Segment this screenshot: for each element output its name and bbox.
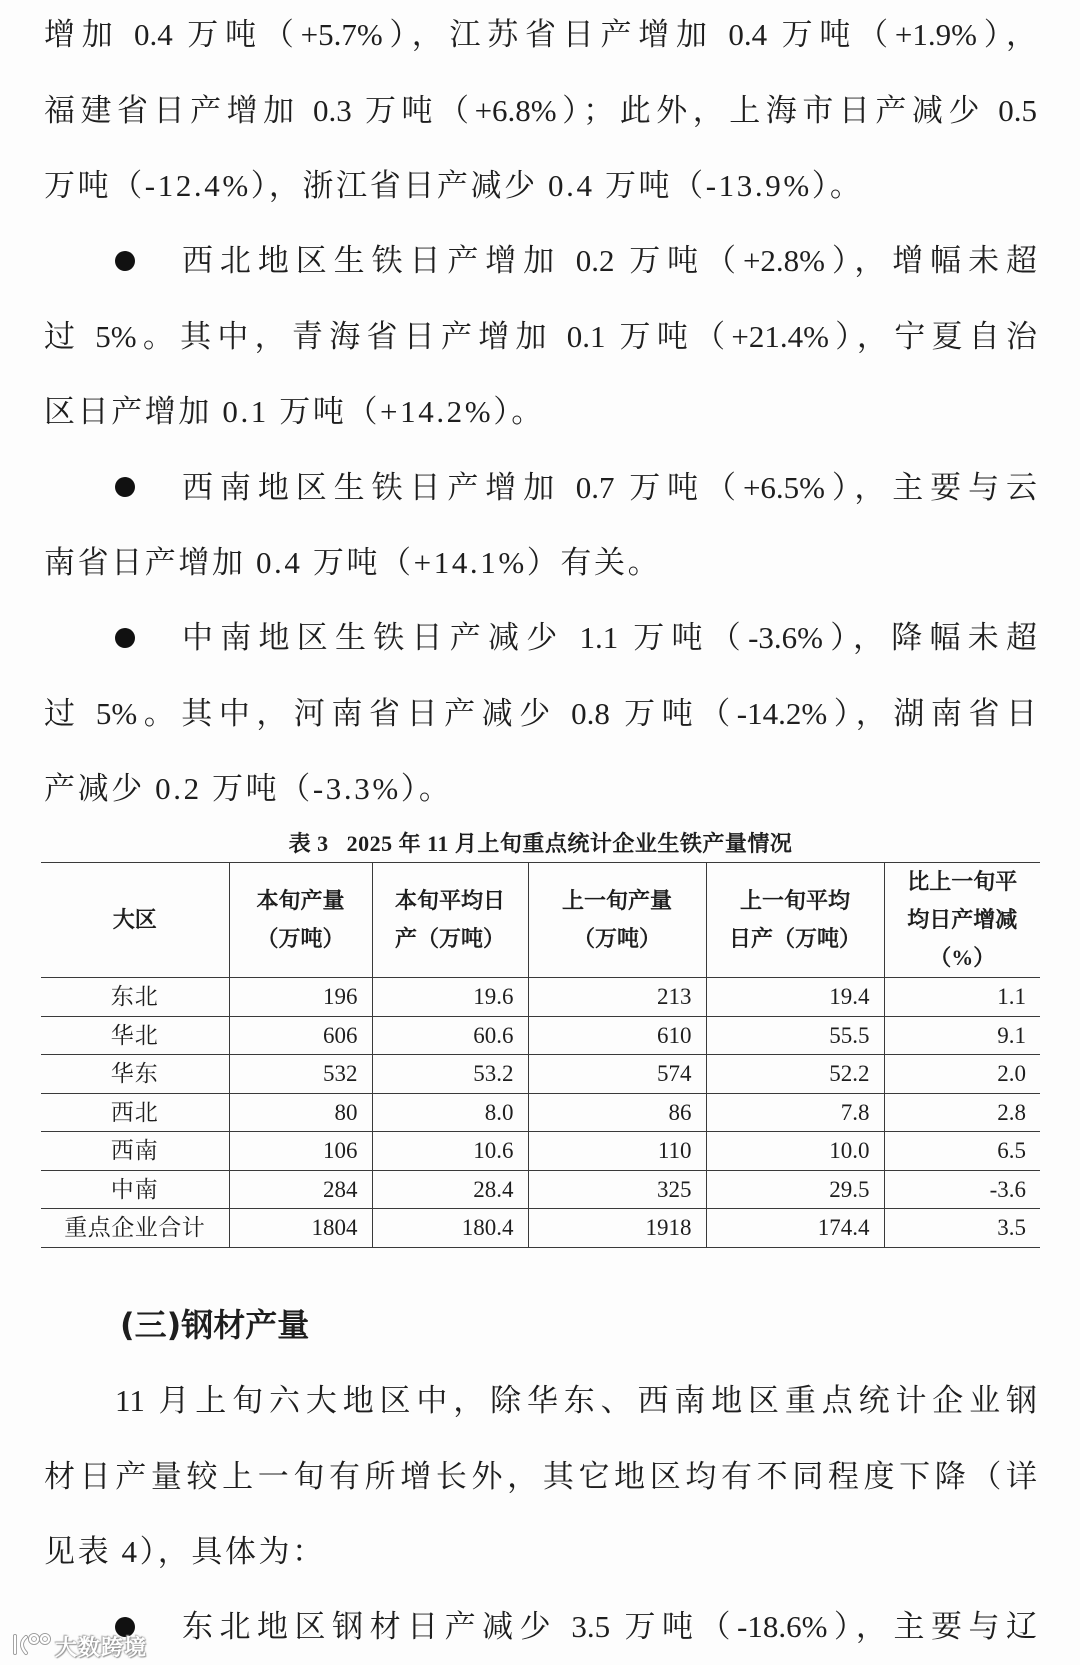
cell-previous-daily-avg: 10.0 bbox=[706, 1132, 884, 1171]
header-line: 上一旬平均 bbox=[739, 888, 850, 913]
text-line bbox=[44, 223, 1037, 298]
text-line bbox=[44, 1589, 1037, 1664]
cell-region: 中南 bbox=[41, 1170, 229, 1209]
text-line: 材日产量较上一旬有所增长外，其它地区均有不同程度下降（详 bbox=[44, 1458, 1037, 1494]
text-line: 南省日产增加 0.4 万吨（+14.1%）有关。 bbox=[44, 545, 662, 581]
section-heading: (三)钢材产量 bbox=[120, 1306, 310, 1344]
cell-previous-output: 110 bbox=[528, 1132, 706, 1171]
cell-previous-daily-avg: 52.2 bbox=[706, 1055, 884, 1094]
cell-current-output: 1804 bbox=[229, 1209, 372, 1248]
table-row bbox=[41, 1170, 1040, 1209]
cell-current-output: 284 bbox=[229, 1170, 372, 1209]
cell-previous-output: 86 bbox=[528, 1093, 706, 1132]
cell-current-daily-avg: 28.4 bbox=[372, 1170, 528, 1209]
cell-current-output: 196 bbox=[229, 978, 372, 1017]
table-row-total bbox=[41, 1209, 1040, 1248]
bullet-paragraph-southwest bbox=[44, 450, 1037, 601]
bullet-icon bbox=[115, 477, 135, 497]
cell-region: 西北 bbox=[41, 1093, 229, 1132]
cell-change-pct: 2.8 bbox=[884, 1093, 1040, 1132]
bullet-text: 西北地区生铁日产增加 0.2 万吨（+2.8%），增幅未超 bbox=[182, 243, 1037, 279]
cell-previous-daily-avg: 55.5 bbox=[706, 1016, 884, 1055]
bullet-text: 东北地区钢材日产减少 3.5 万吨（-18.6%），主要与辽 bbox=[182, 1609, 1037, 1645]
cell-current-daily-avg: 53.2 bbox=[372, 1055, 528, 1094]
header-current-daily-avg bbox=[372, 863, 528, 978]
text-line bbox=[44, 600, 1037, 675]
cell-change-pct: 3.5 bbox=[884, 1209, 1040, 1248]
text-line: 万吨（-12.4%），浙江省日产减少 0.4 万吨（-13.9%）。 bbox=[44, 168, 864, 204]
cell-region: 华北 bbox=[41, 1016, 229, 1055]
header-line: （万吨） bbox=[572, 926, 661, 951]
text-line: 过 5%。其中，青海省日产增加 0.1 万吨（+21.4%），宁夏自治 bbox=[44, 318, 1037, 354]
text-line: 产减少 0.2 万吨（-3.3%）。 bbox=[44, 771, 453, 807]
table-row bbox=[41, 1093, 1040, 1132]
watermark-text: 大数跨境 bbox=[55, 1635, 148, 1661]
cell-current-daily-avg: 8.0 bbox=[372, 1093, 528, 1132]
east-china-paragraph-tail bbox=[44, 0, 1037, 223]
cell-region: 重点企业合计 bbox=[41, 1209, 229, 1248]
cell-previous-output: 610 bbox=[528, 1016, 706, 1055]
steel-intro-paragraph bbox=[44, 1363, 1037, 1589]
cell-previous-output: 325 bbox=[528, 1170, 706, 1209]
text-line: 11 月上旬六大地区中，除华东、西南地区重点统计企业钢 bbox=[115, 1383, 1037, 1419]
text-line bbox=[44, 450, 1037, 525]
cell-current-daily-avg: 180.4 bbox=[372, 1209, 528, 1248]
header-line: 产（万吨） bbox=[394, 926, 505, 951]
cell-region: 华东 bbox=[41, 1055, 229, 1094]
cell-previous-daily-avg: 7.8 bbox=[706, 1093, 884, 1132]
cell-change-pct: 6.5 bbox=[884, 1132, 1040, 1171]
header-line: 均日产增减 bbox=[907, 907, 1018, 932]
cell-change-pct: 1.1 bbox=[884, 978, 1040, 1017]
bullet-text: 中南地区生铁日产减少 1.1 万吨（-3.6%），降幅未超 bbox=[182, 620, 1037, 656]
text-line: 见表 4），具体为： bbox=[44, 1534, 326, 1570]
watermark bbox=[10, 1632, 147, 1660]
header-line: 上一旬产量 bbox=[561, 888, 672, 913]
table-row bbox=[41, 1055, 1040, 1094]
cell-region: 东北 bbox=[41, 978, 229, 1017]
header-line: （万吨） bbox=[256, 926, 345, 951]
bullet-icon bbox=[115, 628, 135, 648]
table-row bbox=[41, 978, 1040, 1017]
cell-current-output: 80 bbox=[229, 1093, 372, 1132]
cell-current-output: 532 bbox=[229, 1055, 372, 1094]
text-line: 区日产增加 0.1 万吨（+14.2%）。 bbox=[44, 394, 545, 430]
cell-current-daily-avg: 19.6 bbox=[372, 978, 528, 1017]
cell-previous-output: 1918 bbox=[528, 1209, 706, 1248]
pig-iron-output-table bbox=[41, 862, 1040, 1248]
header-previous-output bbox=[528, 863, 706, 978]
steel-output-section bbox=[44, 1363, 1037, 1665]
cell-current-daily-avg: 60.6 bbox=[372, 1016, 528, 1055]
header-line: 日产（万吨） bbox=[728, 926, 861, 951]
cell-current-output: 606 bbox=[229, 1016, 372, 1055]
cell-current-daily-avg: 10.6 bbox=[372, 1132, 528, 1171]
bullet-paragraph-central-south bbox=[44, 600, 1037, 826]
header-region bbox=[41, 863, 229, 978]
cell-previous-daily-avg: 29.5 bbox=[706, 1170, 884, 1209]
bullet-icon bbox=[115, 251, 135, 271]
cell-previous-output: 574 bbox=[528, 1055, 706, 1094]
bullet-paragraph-northwest bbox=[44, 223, 1037, 449]
cell-change-pct: 2.0 bbox=[884, 1055, 1040, 1094]
header-current-output bbox=[229, 863, 372, 978]
cell-previous-output: 213 bbox=[528, 978, 706, 1017]
cell-change-pct: -3.6 bbox=[884, 1170, 1040, 1209]
cell-region: 西南 bbox=[41, 1132, 229, 1171]
table-row bbox=[41, 1016, 1040, 1055]
bullet-text: 西南地区生铁日产增加 0.7 万吨（+6.5%），主要与云 bbox=[182, 469, 1037, 505]
text-line: 过 5%。其中，河南省日产减少 0.8 万吨（-14.2%），湖南省日 bbox=[44, 695, 1037, 731]
header-line: 本旬平均日 bbox=[394, 888, 505, 913]
header-daily-avg-change-pct bbox=[884, 863, 1040, 978]
table-row bbox=[41, 1132, 1040, 1171]
table-header-row bbox=[41, 863, 1040, 978]
header-line: 大区 bbox=[112, 907, 157, 932]
cell-current-output: 106 bbox=[229, 1132, 372, 1171]
bullet-paragraph-northeast bbox=[44, 1589, 1037, 1664]
pig-iron-regional-section bbox=[44, 0, 1037, 827]
text-line: 福建省日产增加 0.3 万吨（+6.8%）；此外，上海市日产减少 0.5 bbox=[44, 92, 1037, 128]
cell-previous-daily-avg: 174.4 bbox=[706, 1209, 884, 1248]
header-previous-daily-avg bbox=[706, 863, 884, 978]
header-line: （%） bbox=[929, 945, 996, 970]
cell-change-pct: 9.1 bbox=[884, 1016, 1040, 1055]
header-line: 比上一旬平 bbox=[907, 869, 1018, 894]
cell-previous-daily-avg: 19.4 bbox=[706, 978, 884, 1017]
text-line: 增加 0.4 万吨（+5.7%），江苏省日产增加 0.4 万吨（+1.9%）， bbox=[44, 17, 1037, 53]
header-line: 本旬产量 bbox=[256, 888, 345, 913]
table-caption: 表 3 2025 年 11 月上旬重点统计企业生铁产量情况 bbox=[288, 831, 793, 856]
k100-logo-icon bbox=[10, 1631, 52, 1662]
